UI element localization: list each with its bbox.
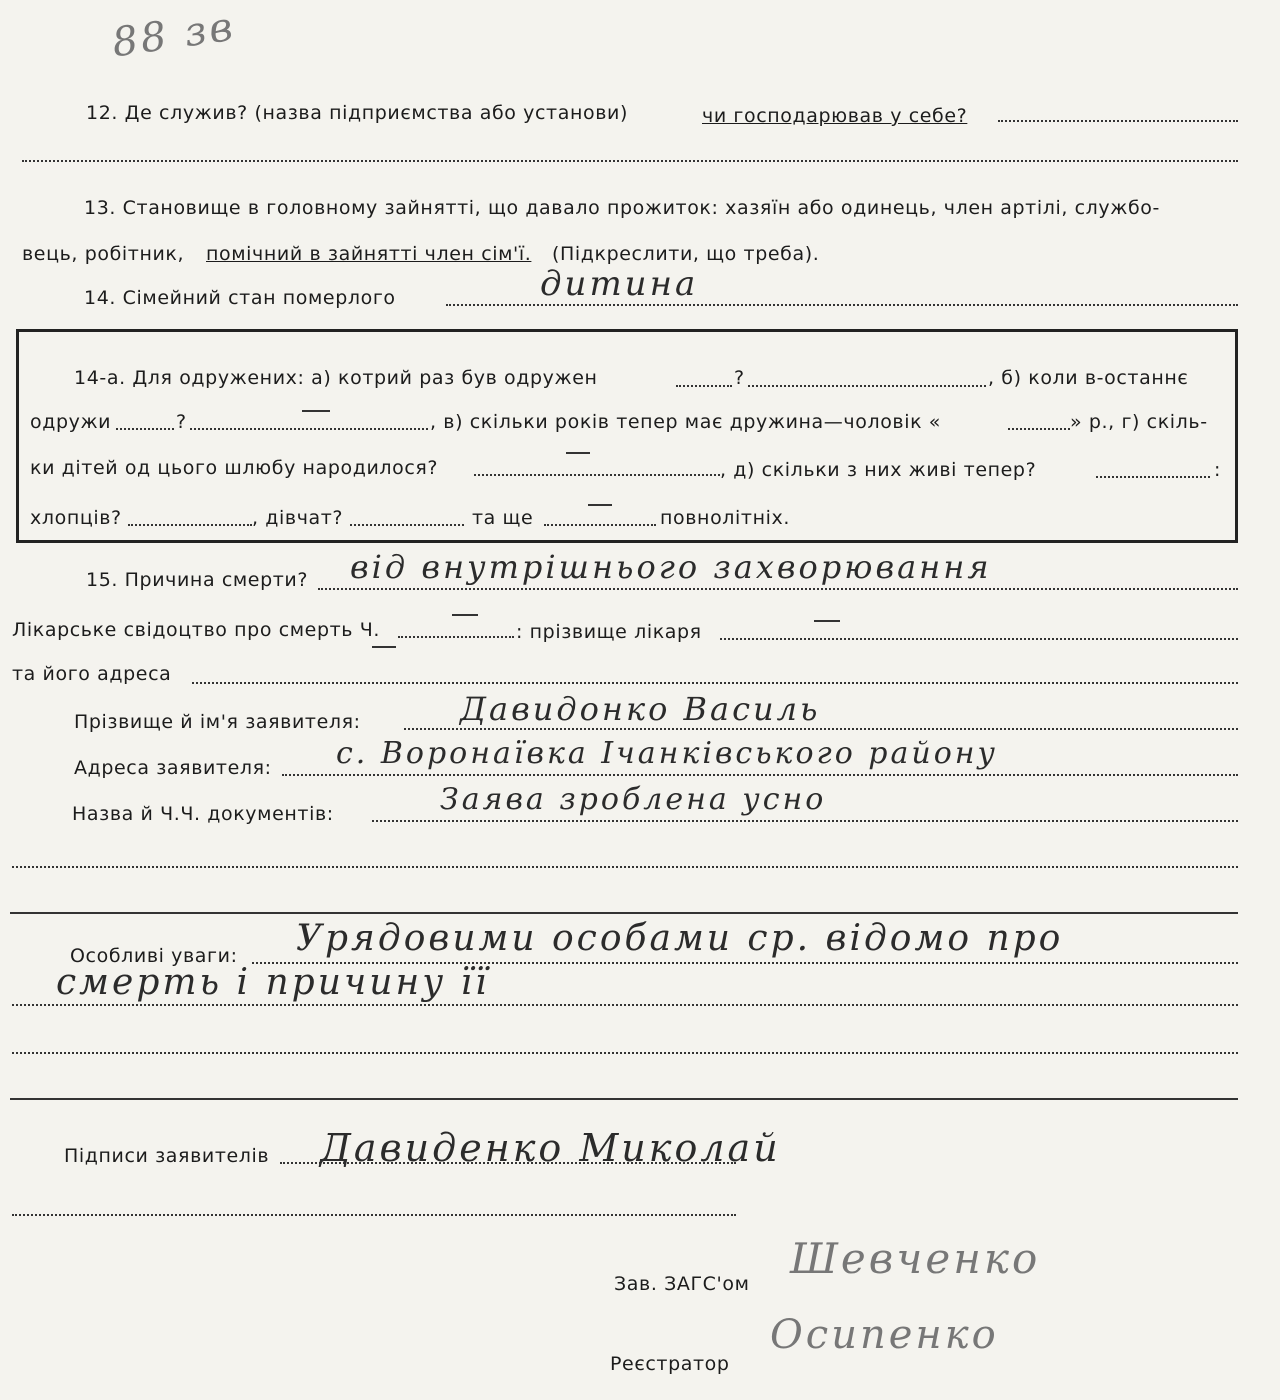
q12-answer-line	[998, 120, 1238, 122]
signatures-line-2	[12, 1214, 736, 1216]
q12-underlined-option: чи господарював у себе?	[702, 105, 968, 127]
q14a-line2-a: одружи	[30, 411, 112, 433]
applicant-docs-value: Заява зроблена усно	[440, 782, 827, 817]
q14a-dash-3	[588, 504, 612, 506]
q13-underlined-option: помічний в зайнятті член сім'ї.	[206, 243, 532, 265]
q14a-last-married-line	[116, 428, 174, 430]
med-doctor-line	[720, 638, 1238, 640]
q14a-line1-b: , б) коли в-останнє	[988, 367, 1189, 389]
med-dash-3	[814, 620, 840, 622]
q13-line2-start: вець, робітник,	[22, 243, 185, 265]
q14a-line3-c: :	[1214, 459, 1222, 481]
remarks-value-line1: Урядовими особами ср. відомо про	[296, 918, 1064, 959]
applicant-address-label: Адреса заявителя:	[74, 757, 272, 779]
q14a-times-married-line	[676, 385, 732, 387]
q13-line1: 13. Становище в головному зайнятті, що давало прожиток: хазяїн або одинець, член артілі, службо-	[84, 197, 1160, 219]
q14a-girls-line	[350, 524, 464, 526]
med-address-label: та його адреса	[12, 663, 172, 685]
q14-handwritten-value: дитина	[540, 264, 699, 304]
q14a-times-married-line-2	[748, 385, 986, 387]
q12-label: 12. Де служив? (назва підприємства або установи)	[86, 102, 628, 124]
q14a-line4-b: , дівчат?	[252, 507, 344, 529]
applicant-docs-label: Назва й Ч.Ч. документів:	[72, 803, 334, 825]
zags-head-signature: Шевченко	[790, 1234, 1041, 1283]
zags-head-label: Зав. ЗАГС'ом	[614, 1273, 750, 1295]
applicant-address-line	[282, 774, 1238, 776]
archive-note: 88 зв	[109, 3, 239, 67]
applicant-docs-line-2	[12, 866, 1238, 868]
applicant-name-line	[404, 728, 1238, 730]
q14a-dash-1	[302, 410, 330, 412]
q14a-line1-a: 14-а. Для одружених: а) котрий раз був одружен	[74, 367, 598, 389]
registrar-label: Реєстратор	[610, 1353, 730, 1375]
med-dash-2	[372, 646, 396, 648]
q14a-line2-c: » р., г) скіль-	[1070, 411, 1208, 433]
signatures-label: Підписи заявителів	[64, 1145, 270, 1167]
med-doctor-label: : прізвище лікаря	[516, 621, 702, 643]
remarks-line-2	[12, 1004, 1238, 1006]
q14a-last-married-line-2	[190, 428, 428, 430]
q14a-line4-c: та ще	[472, 507, 534, 529]
q14a-line3-b: , д) скільки з них живі тепер?	[720, 459, 1037, 481]
remarks-line-3	[12, 1052, 1238, 1054]
q14a-children-alive-line	[1096, 476, 1210, 478]
q14a-line2-b: , в) скільки років тепер має дружина—чоловік «	[430, 411, 942, 433]
q14a-boys-line	[128, 524, 252, 526]
remarks-label: Особливі уваги:	[70, 945, 238, 967]
med-cert-number-line	[398, 636, 514, 638]
applicant-signature: Давиденко Миколай	[320, 1126, 781, 1170]
med-cert-label: Лікарське свідоцтво про смерть Ч.	[12, 619, 380, 641]
registrar-signature: Осипенко	[770, 1312, 999, 1358]
q14-answer-line	[446, 304, 1238, 306]
q14a-dash-2	[566, 452, 590, 454]
med-dash-1	[452, 614, 478, 616]
q13-line2-end: (Підкреслити, що треба).	[552, 243, 820, 265]
q14a-spouse-age-line	[1008, 428, 1070, 430]
applicant-name-label: Прізвище й ім'я заявителя:	[74, 711, 361, 733]
q14a-line4-a: хлопців?	[30, 507, 122, 529]
married-info-box	[16, 329, 1238, 543]
q12-answer-line-2	[22, 160, 1238, 162]
applicant-address-value: с. Воронаївка Ічанківського району	[336, 736, 998, 771]
med-address-line	[192, 682, 1238, 684]
q15-handwritten-value: від внутрішнього захворювання	[350, 548, 992, 586]
q14a-line4-d: повнолітніх.	[660, 507, 790, 529]
q14a-line1-q: ?	[734, 367, 745, 389]
q14a-line3-a: ки дітей од цього шлюбу народилося?	[30, 457, 439, 479]
section-divider-1	[10, 912, 1238, 914]
q14a-children-born-line	[474, 474, 720, 476]
q14a-line2-q: ?	[176, 411, 187, 433]
applicant-docs-line	[372, 820, 1238, 822]
q14a-adults-line	[544, 524, 656, 526]
remarks-value-line2: смерть і причину її	[56, 962, 490, 1003]
applicant-name-value: Давидонко Василь	[460, 690, 821, 728]
q14-label: 14. Сімейний стан померлого	[84, 287, 396, 309]
q15-label: 15. Причина смерти?	[86, 569, 309, 591]
section-divider-2	[10, 1098, 1238, 1100]
q15-answer-line	[318, 588, 1238, 590]
